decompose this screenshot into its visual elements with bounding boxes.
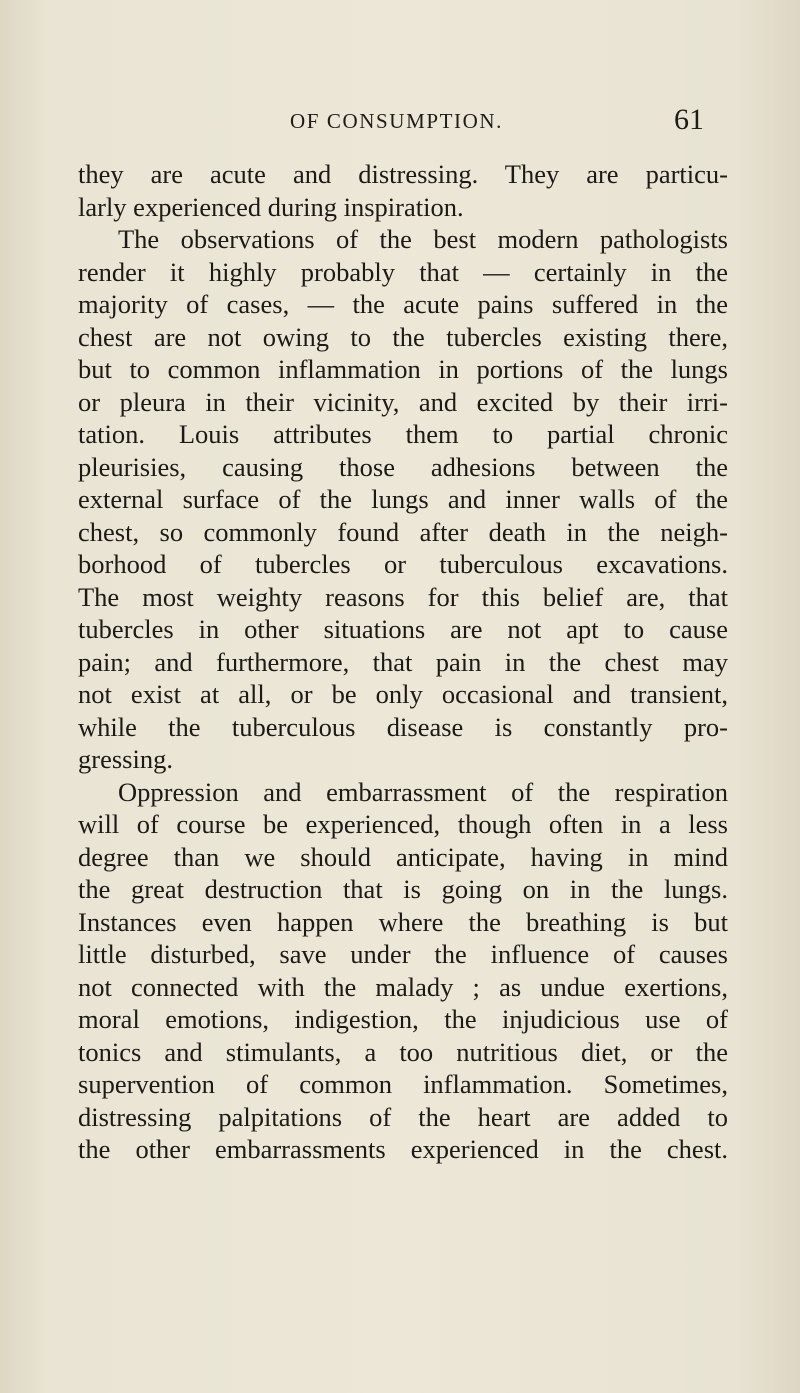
text-line: but to common inflammation in portions of the lungs — [78, 354, 728, 384]
text-line: distressing palpitations of the heart are added to — [78, 1101, 728, 1132]
text-line: chest are not owing to the tubercles existing there, — [78, 321, 728, 352]
running-title: OF CONSUMPTION. — [290, 109, 504, 133]
text-line: render it highly probably that — certainly in the — [78, 256, 728, 287]
text-line: tubercles in other situations are not apt to cause — [78, 614, 728, 644]
text-line: majority of cases, — the acute pains suffered in the — [78, 289, 728, 319]
paragraph-first-line: Oppression and embarrassment of the respiration — [118, 776, 728, 807]
text-line: while the tuberculous disease is constantly pro- — [78, 711, 728, 742]
running-head — [0, 103, 800, 143]
body-text — [78, 158, 728, 1166]
text-line: Instances even happen where the breathing is but — [78, 906, 728, 937]
text-line: chest, so commonly found after death in the neigh- — [78, 516, 728, 547]
text-line: gressing. — [78, 744, 173, 774]
text-line: tation. Louis attributes them to partial chronic — [78, 419, 728, 449]
paragraph-first-line: The observations of the best modern pathologists — [118, 224, 728, 254]
text-line: supervention of common inflammation. Sometimes, — [78, 1069, 728, 1099]
text-line: borhood of tubercles or tuberculous excavations. — [78, 549, 728, 579]
text-line: not exist at all, or be only occasional and transient, — [78, 679, 728, 709]
text-line: degree than we should anticipate, having in mind — [78, 841, 728, 872]
text-line: larly experienced during inspiration. — [78, 191, 464, 222]
text-line: little disturbed, save under the influence of causes — [78, 939, 728, 969]
text-line: not connected with the malady ; as undue exertions, — [78, 971, 728, 1002]
text-line: The most weighty reasons for this belief are, that — [78, 581, 728, 612]
text-line: moral emotions, indigestion, the injudicious use of — [78, 1004, 728, 1034]
text-line: or pleura in their vicinity, and excited by their irri- — [78, 386, 728, 417]
text-line: tonics and stimulants, a too nutritious diet, or the — [78, 1036, 728, 1067]
text-line: the other embarrassments experienced in the chest. — [78, 1134, 728, 1164]
text-line: will of course be experienced, though often in a less — [78, 809, 728, 839]
text-line: pleurisies, causing those adhesions between the — [78, 451, 728, 482]
page-number: 61 — [674, 103, 704, 136]
text-line: they are acute and distressing. They are particu- — [78, 159, 728, 189]
text-line: the great destruction that is going on in the lungs. — [78, 874, 728, 904]
text-line: pain; and furthermore, that pain in the chest may — [78, 646, 728, 677]
text-line: external surface of the lungs and inner walls of the — [78, 484, 728, 514]
